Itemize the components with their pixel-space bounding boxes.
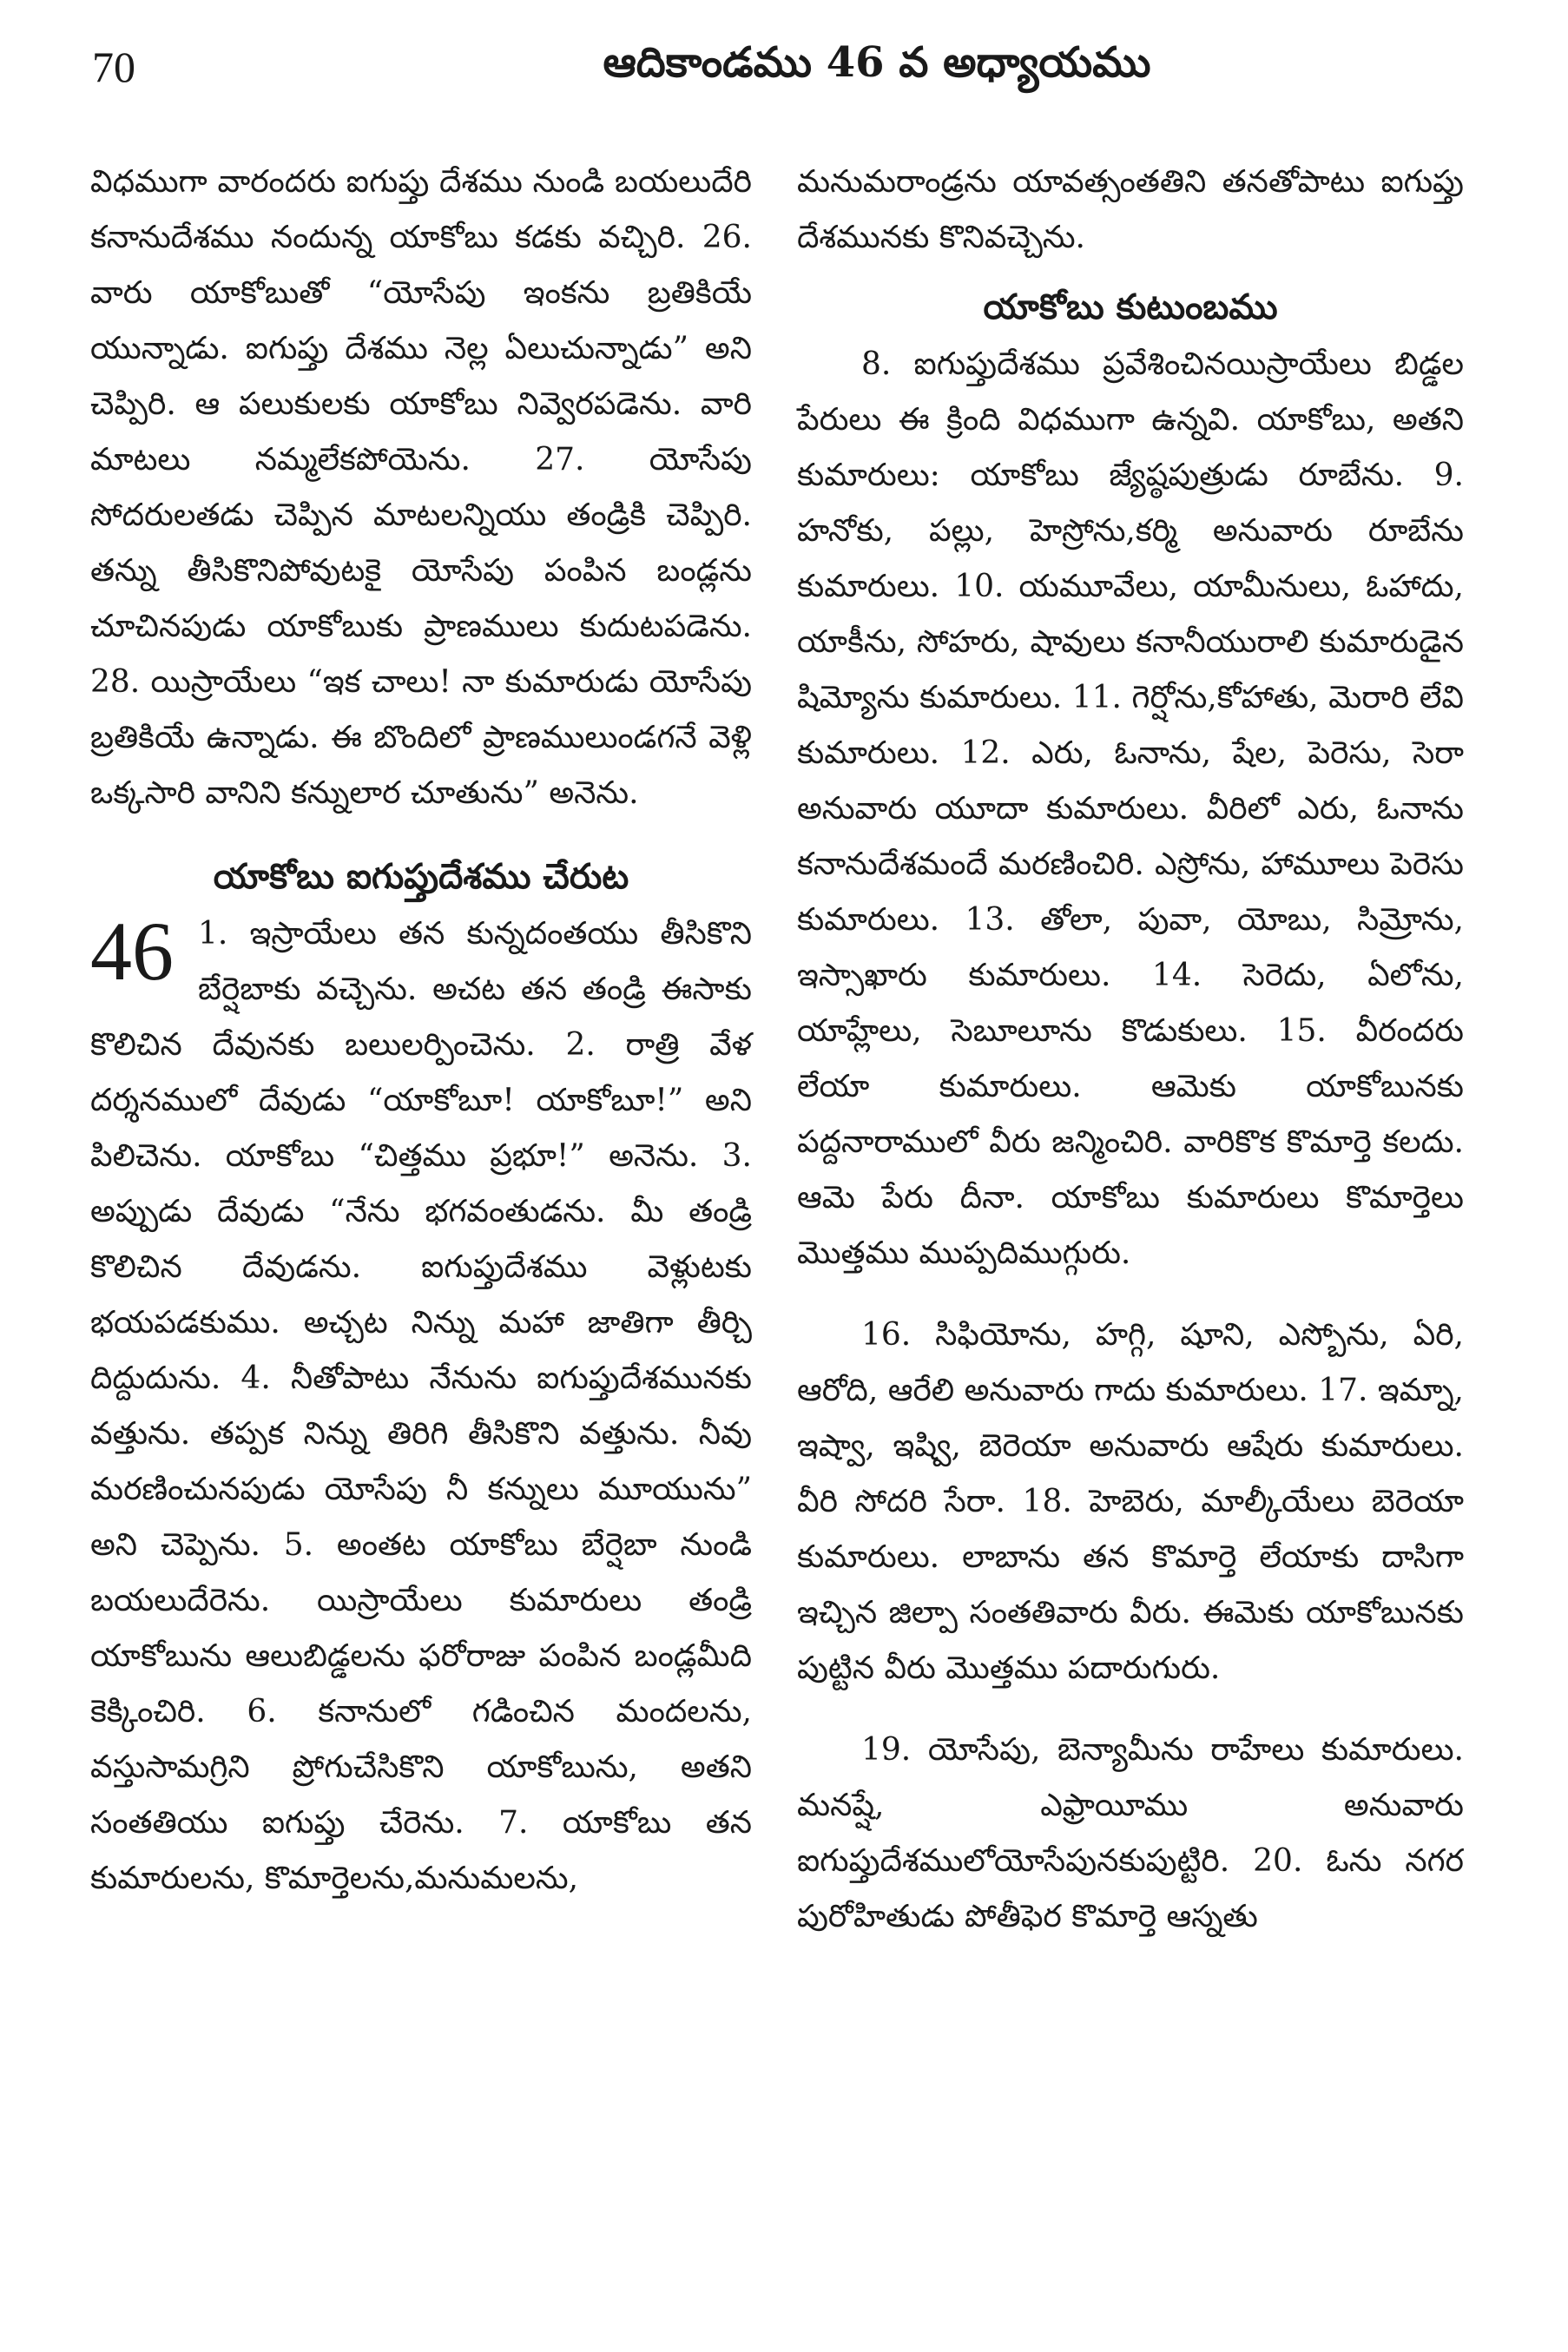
- paragraph: 19. యోసేపు, బెన్యామీను రాహేలు కుమారులు. మనష్షే, ఎఫ్రాయీము అనువారు ఐగుప్తుదేశములోయోసేపునకుపుట్టిరి. 20. ఓను నగర పురోహితుడు పోతీఫెర కొమార్తె ఆస్నతు: [797, 1732, 1464, 1934]
- right-column: [797, 155, 1464, 1945]
- paragraph: మనుమరాండ్రను యావత్సంతతిని తనతోపాటు ఐగుప్తు దేశమునకు కొనివచ్చెను.: [797, 164, 1464, 255]
- left-column: [90, 155, 752, 1907]
- chapter-number: 46: [90, 905, 174, 998]
- running-title: ఆదికాండము 46 వ అధ్యాయము: [603, 38, 1151, 87]
- chapter-start: [90, 906, 752, 1907]
- section-heading: యాకోబు ఐగుప్తుదేశము చేరుట: [213, 856, 629, 897]
- page-number: 70: [92, 43, 135, 91]
- paragraph: 1. ఇస్రాయేలు తన కున్నదంతయు తీసికొని బేర్షెబాకు వచ్చెను. అచట తన తండ్రి ఈసాకు కొలిచిన దేవునకు బలులర్పించెను. 2. రాత్రి వేళ దర్శనములో దేవుడు “యాకోబూ! యాకోబూ!” అని పిలిచెను. యాకోబు “చిత్తము ప్రభూ!” అనెను. 3. అప్పుడు దేవుడు “నేను భగవంతుడను. మీ తండ్రి కొలిచిన దేవుడను. ఐగుప్తుదేశము వెళ్లుటకు భయపడకుము. అచ్చట నిన్ను మహా జాతిగా తీర్చి దిద్దుదును. 4. నీతోపాటు నేనును ఐగుప్తుదేశమునకు వత్తును. తప్పక నిన్ను తిరిగి తీసికొని వత్తును. నీవు మరణించునపుడు యోసేపు నీ కన్నులు మూయును” అని చెప్పెను. 5. అంతట యాకోబు బేర్షెబా నుండి బయలుదేరెను. యిస్రాయేలు కుమారులు తండ్రి యాకోబును ఆలుబిడ్డలను ఫరోరాజు పంపిన బండ్లమీది కెక్కించిరి. 6. కనానులో గడించిన మందలను, వస్తుసామగ్రిని ప్రోగుచేసికొని యాకోబును, అతని సంతతియు ఐగుప్తు చేరెను. 7. యాకోబు తన కుమారులను, కొమార్తెలను,మనుమలను,: [90, 916, 752, 1896]
- paragraph: విధముగా వారందరు ఐగుప్తు దేశము నుండి బయలుదేరి కనానుదేశము నందున్న యాకోబు కడకు వచ్చిరి. 26. వారు యాకోబుతో “యోసేపు ఇంకను బ్రతికియే యున్నాడు. ఐగుప్తు దేశము నెల్ల ఏలుచున్నాడు” అని చెప్పిరి. ఆ పలుకులకు యాకోబు నివ్వెరపడెను. వారి మాటలు నమ్మలేకపోయెను. 27. యోసేపు సోదరులతడు చెప్పిన మాటలన్నియు తండ్రికి చెప్పిరి. తన్ను తీసికొనిపోవుటకై యోసేపు పంపిన బండ్లను చూచినపుడు యాకోబుకు ప్రాణములు కుదుటపడెను. 28. యిస్రాయేలు “ఇక చాలు! నా కుమారుడు యోసేపు బ్రతికియే ఉన్నాడు. ఈ బొందిలో ప్రాణములుండగనే వెళ్లి ఒక్కసారి వానిని కన్నులార చూతును” అనెను.: [90, 164, 752, 811]
- paragraph: 16. సిఫియోను, హగ్గి, షూని, ఎస్బోను, ఏరి, ఆరోది, ఆరేలి అనువారు గాదు కుమారులు. 17. ఇమ్నా, ఇష్వా, ఇష్వి, బెరెయా అనువారు ఆషేరు కుమారులు. వీరి సోదరి సేరా. 18. హెబెరు, మాల్కీయేలు బెరెయా కుమారులు. లాబాను తన కొమార్తె లేయాకు దాసిగా ఇచ్చిన జిల్పా సంతతివారు వీరు. ఈమెకు యాకోబునకు పుట్టిన వీరు మొత్తము పదారుగురు.: [797, 1317, 1464, 1686]
- paragraph: 8. ఐగుప్తుదేశము ప్రవేశించినయిస్రాయేలు బిడ్డల పేరులు ఈ క్రింది విధముగా ఉన్నవి. యాకోబు, అతని కుమారులు: యాకోబు జ్యేష్ఠపుత్రుడు రూబేను. 9. హనోకు, పల్లు, హెస్రోను,కర్మి అనువారు రూబేను కుమారులు. 10. యమూవేలు, యామీనులు, ఓహాదు, యాకీను, సోహరు, షావులు కనానీయురాలి కుమారుడైన షిమ్యోను కుమారులు. 11. గెర్షోను,కోహాతు, మెరారి లేవి కుమారులు. 12. ఎరు, ఓనాను, షేల, పెరెసు, సెరా అనువారు యూదా కుమారులు. వీరిలో ఎరు, ఓనాను కనానుదేశమందే మరణించిరి. ఎస్రోను, హామూలు పెరెసు కుమారులు. 13. తోలా, పువా, యోబు, సిమ్రోను, ఇస్సాఖారు కుమారులు. 14. సెరెదు, ఏలోను, యాహ్లేలు, సెబూలూను కొడుకులు. 15. వీరందరు లేయా కుమారులు. ఆమెకు యాకోబునకు పద్దనారాములో వీరు జన్మించిరి. వారికొక కొమార్తె కలదు. ఆమె పేరు దీనా. యాకోబు కుమారులు కొమార్తెలు మొత్తము ముప్పదిముగ్గురు.: [797, 346, 1464, 1271]
- section-heading: యాకోబు కుటుంబము: [983, 287, 1278, 327]
